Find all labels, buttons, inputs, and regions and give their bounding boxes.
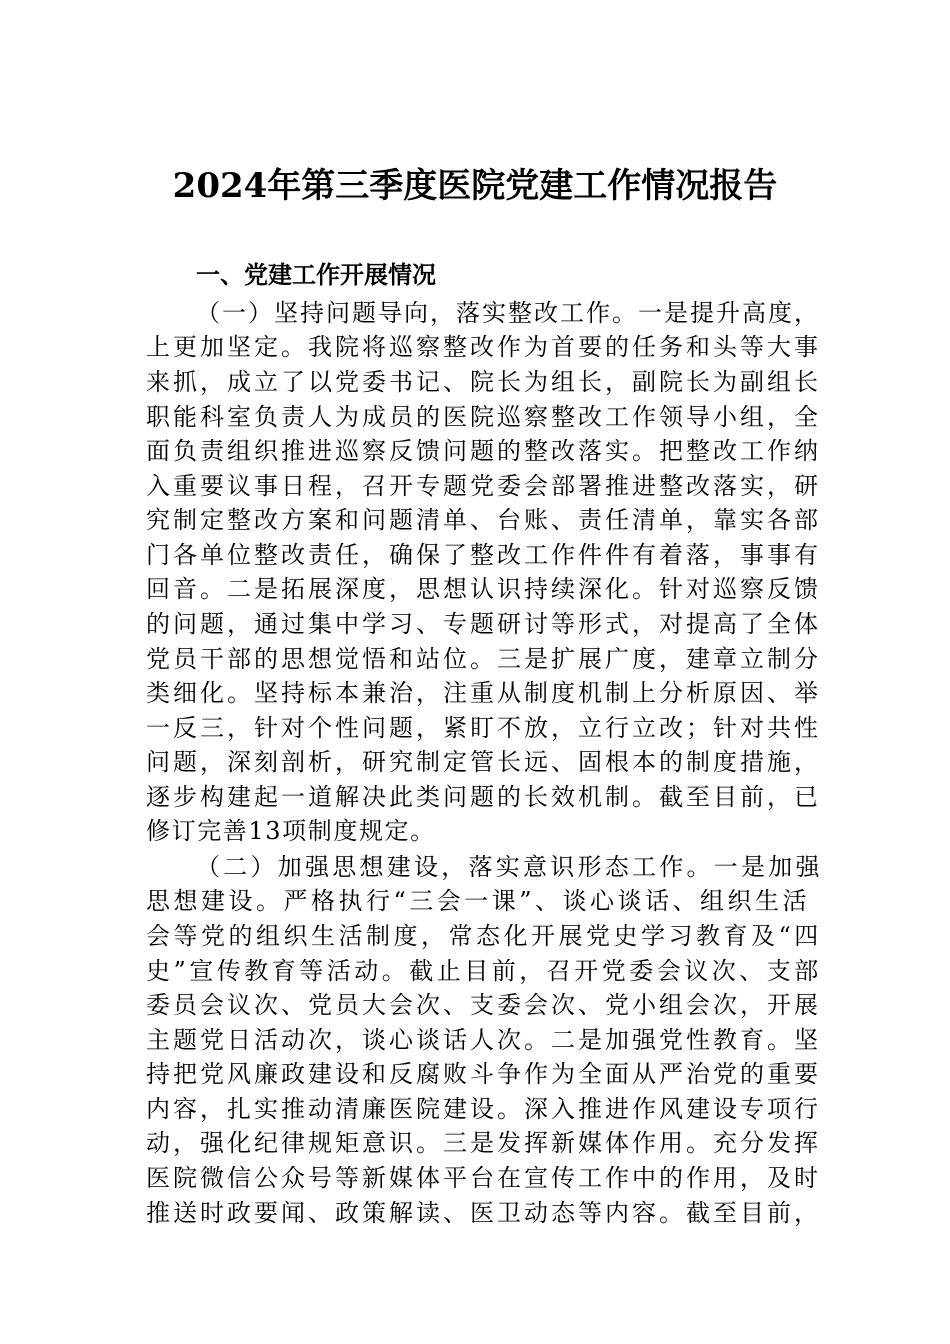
- paragraph-line: 的问题，通过集中学习、专题研讨等形式，对提高了全体: [146, 610, 821, 638]
- paragraph-line: 上更加坚定。我院将巡察整改作为首要的任务和头等大事: [146, 333, 821, 361]
- paragraph-line: 委员会议次、党员大会次、支委会次、党小组会次，开展: [146, 991, 821, 1019]
- paragraph-line: 内容，扎实推动清廉医院建设。深入推进作风建设专项行: [146, 1095, 821, 1123]
- paragraph-line: 类细化。坚持标本兼治，注重从制度机制上分析原因、举: [146, 679, 821, 707]
- paragraph-line: 问题，深刻剖析，研究制定管长远、固根本的制度措施，: [146, 748, 821, 776]
- paragraph-line: 史”宣传教育等活动。截止目前，召开党委会议次、支部: [146, 957, 822, 985]
- paragraph-line: 一反三，针对个性问题，紧盯不放，立行立改；针对共性: [146, 714, 821, 742]
- paragraph-line: 主题党日活动次，谈心谈话人次。二是加强党性教育。坚: [146, 1026, 821, 1054]
- paragraph-line: 入重要议事日程，召开专题党委会部署推进整改落实，研: [146, 472, 821, 500]
- paragraph-line: 持把党风廉政建设和反腐败斗争作为全面从严治党的重要: [146, 1060, 821, 1088]
- paragraph-line: 医院微信公众号等新媒体平台在宣传工作中的作用，及时: [146, 1164, 821, 1192]
- paragraph-line: 修订完善13项制度规定。: [146, 817, 436, 845]
- paragraph-line: 逐步构建起一道解决此类问题的长效机制。截至目前，已: [146, 783, 821, 811]
- paragraph-line: 动，强化纪律规矩意识。三是发挥新媒体作用。充分发挥: [146, 1129, 821, 1157]
- paragraph-line: 党员干部的思想觉悟和站位。三是扩展广度，建章立制分: [146, 645, 821, 673]
- section-heading: 一、党建工作开展情况: [196, 261, 436, 289]
- paragraph-line: 会等党的组织生活制度，常态化开展党史学习教育及“四: [146, 922, 822, 950]
- paragraph-line: 推送时政要闻、政策解读、医卫动态等内容。截至目前，: [146, 1199, 821, 1227]
- document-title: 2024年第三季度医院党建工作情况报告: [172, 166, 778, 206]
- paragraph-line: （二）加强思想建设，落实意识形态工作。一是加强: [196, 853, 823, 881]
- paragraph-line: 门各单位整改责任，确保了整改工作件件有着落，事事有: [146, 541, 821, 569]
- paragraph-line: 职能科室负责人为成员的医院巡察整改工作领导小组，全: [146, 403, 821, 431]
- paragraph-line: 回音。二是拓展深度，思想认识持续深化。针对巡察反馈: [146, 575, 821, 603]
- paragraph-line: 面负责组织推进巡察反馈问题的整改落实。把整改工作纳: [146, 437, 821, 465]
- paragraph-line: 思想建设。严格执行“三会一课”、谈心谈话、组织生活: [146, 887, 811, 915]
- paragraph-line: （一）坚持问题导向，落实整改工作。一是提升高度，: [196, 299, 820, 327]
- paragraph-line: 来抓，成立了以党委书记、院长为组长，副院长为副组长: [146, 368, 821, 396]
- paragraph-line: 究制定整改方案和问题清单、台账、责任清单，靠实各部: [146, 506, 821, 534]
